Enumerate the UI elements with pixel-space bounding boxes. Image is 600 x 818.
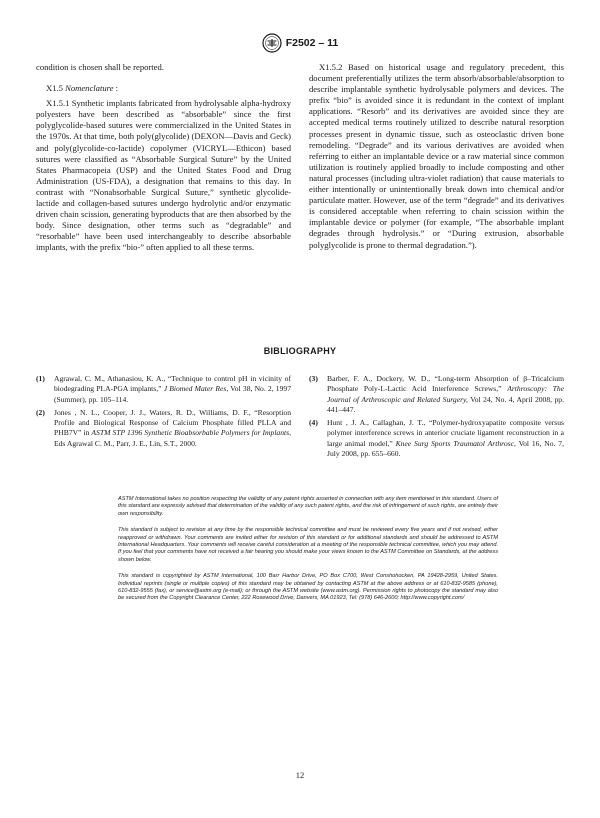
copyright-notice: This standard is copyrighted by ASTM International, 100 Barr Harbor Drive, PO Box C700, West Conshohocken, PA 19428-2959, United States. Individual reprints (single or multiple copies) of this standard may be obtained by contacting ASTM at the above address or at 610-832-9585 (phone), 610-832-9555 (fax), or service@astm.org (e-mail); or through the ASTM website (www.astm.org). Permission rights to photocopy the standard may also be secured from the Copyright Clearance Center, 222 Rosewood Drive, Danvers, MA 01923, Tel: (978) 646-2600; http://www.copyright.com/ (118, 573, 498, 602)
section-heading: X1.5 Nomenclature : (46, 83, 119, 94)
page-number: 12 (295, 770, 305, 780)
paragraph-x1-5-1: X1.5.1 Synthetic implants fabricated from hydrolysable alpha-hydroxy polyesters have been described as “absorbable” since the first polyglycolide-based sutures were commercialized in the United States in the 1970s. At that time, both poly(glycolide) (DEXON—Davis and Geck) and poly(glycolide-co-lactide) copolymer (VICRYL—Ethicon) based sutures were classified as “Absorbable Surgical Suture” by the United States Pharmacopeia (USP) and the United States Food and Drug Administration (US-FDA), a designation that remains to this day. In contrast with “Nonabsorbable Surgical Suture,” synthetic glycolide-lactide and collagen-based sutures undergo hydrolytic and/or enzymatic driven chain scission, generating byproducts that are then absorbed by the body. Since designation, other terms such as “degradable” and “resorbable” have been used interchangeably to describe absorbable implants, with the prefix “bio-” often applied to all these terms. (36, 98, 291, 253)
left-column (36, 62, 291, 256)
paragraph-x1-5-2: X1.5.2 Based on historical usage and regulatory precedent, this document preferentially utilizes the term absorb/absorbable/absorption to describe implantable synthetic hydrolysable polymers and devices. The prefix “bio” is avoided since it is redundant in the context of implant applications. “Resorb” and its derivatives are avoided since they are accepted medical terms routinely utilized to describe natural resorption processes present in dynamic tissue, such as osteoclastic driven bone remodeling. “Degrade” and its various derivatives are avoided when referring to either an implantable device or a raw material since common utilization is routinely applied broadly to include composting and other natural processes (including ultra-violet radiation) that cause materials to either intentionally or unintentionally break down into chemical and/or particulate matter. However, use of the term “degrade” and its derivatives is considered acceptable when referring to chain scission within the implantable device or polymer (for example, “The absorbable implant degrades through hydrolysis.” or “During extrusion, absorbable polyglycolide is prone to thermal degradation.”). (309, 62, 564, 250)
bibliography (36, 374, 564, 462)
legal-notices (118, 496, 498, 612)
reference-item: (3) Barber, F. A., Dockery, W. D., “Long-term Absorption of β–Tricalcium Phosphate Poly-L-Lactic Acid Interference Screws,” Arthroscopy: The Journal of Arthroscopic and Related Surgery, Vol 24, No. 4, April 2008, pp. 441–447. (309, 374, 565, 414)
reference-item: (4) Hunt , J. A., Callaghan, J. T., “Polymer-hydroxyapatite composite versus polymer interference screws in anterior cruciate ligament reconstruction in a large animal model,” Knee Surg Sports Traumatol Arthrosc, Vol 16, No. 7, July 2008, pp. 655–660. (309, 418, 564, 459)
page-header (0, 33, 600, 53)
standard-designation: F2502 – 11 (285, 37, 339, 49)
bibliography-right-column (309, 374, 564, 462)
patent-notice: ASTM International takes no position respecting the validity of any patent rights asserted in connection with any item mentioned in this standard. Users of this standard are expressly advised that determination of the validity of any such patent rights, and the risk of infringement of such rights, are entirely their own responsibility. (118, 496, 498, 517)
bibliography-left-column (36, 374, 291, 462)
right-column (309, 62, 564, 256)
astm-logo-icon (262, 33, 282, 53)
reference-item: (1) Agrawal, C. M., Athanasiou, K. A., “Technique to control pH in vicinity of biodegrading PLA-PGA implants,” J Biomed Mater Res, Vol 38, No. 2, 1997 (Summer), pp. 105–114. (36, 374, 291, 404)
body-columns (36, 62, 564, 256)
reference-item: (2) Jones , N. L., Cooper, J. J., Waters, R. D., Williams, D. F., “Resorption Profile and Biological Response of Calcium Phosphate filled PLLA and PHB7V” in ASTM STP 1396 Synthetic Bioabsorbable Polymers for Implants, Eds Agrawal C. M., Parr, J. E., Lin, S.T., 2000. (36, 407, 291, 448)
bibliography-title: BIBLIOGRAPHY (263, 346, 337, 356)
revision-notice: This standard is subject to revision at any time by the responsible technical committee and must be reviewed every five years and if not revised, either reapproved or withdrawn. Your comments are invited either for revision of this standard or for additional standards and should be addressed to ASTM International Headquarters. Your comments will receive careful consideration at a meeting of the responsible technical committee, which you may attend. If you feel that your comments have not received a fair hearing you should make your views known to the ASTM Committee on Standards, at the address shown below. (118, 527, 498, 563)
continuation-text: condition is chosen shall be reported. (36, 62, 164, 72)
